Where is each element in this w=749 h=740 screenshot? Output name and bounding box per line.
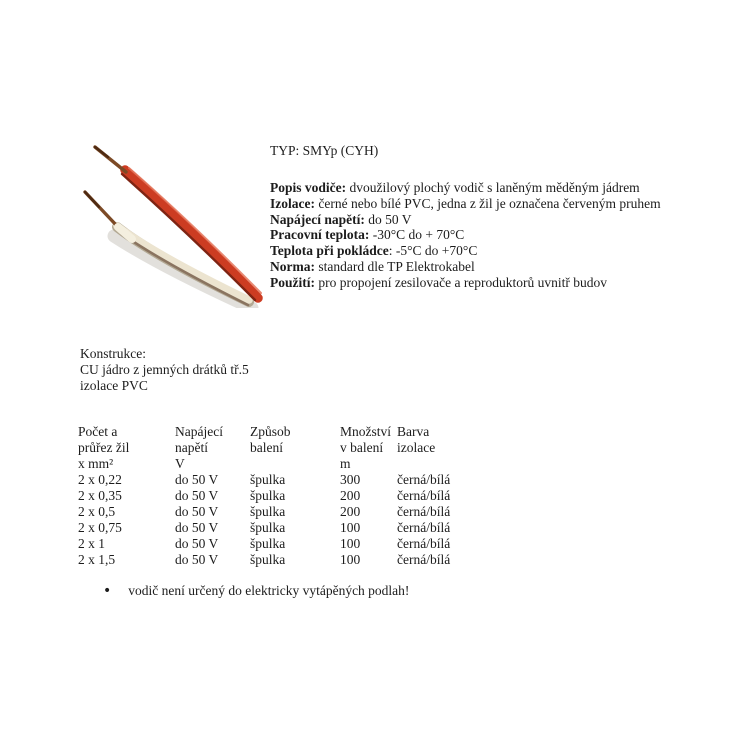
table-cell: černá/bílá bbox=[397, 488, 451, 503]
table-cell: černá/bílá bbox=[397, 536, 451, 551]
spec-line-napeti bbox=[270, 212, 661, 228]
table-cell: špulka bbox=[250, 488, 286, 503]
construction-block bbox=[80, 346, 249, 394]
table-cell: černá/bílá bbox=[397, 520, 451, 535]
table-cell: černá/bílá bbox=[397, 552, 451, 567]
table-cell: 100 bbox=[340, 520, 361, 535]
spec-label: Izolace: bbox=[270, 195, 315, 211]
spec-value: -30°C do + 70°C bbox=[369, 227, 465, 243]
parameters-table bbox=[78, 424, 477, 568]
spec-value: do 50 V bbox=[364, 211, 412, 227]
product-title: TYP: SMYp (CYH) bbox=[270, 143, 379, 158]
bullet-icon: • bbox=[103, 583, 112, 599]
table-cell: 2 x 1,5 bbox=[78, 552, 116, 567]
spec-value: černé nebo bílé PVC, jedna z žil je označena červeným pruhem bbox=[314, 195, 661, 211]
spec-value: standard dle TP Elektrokabel bbox=[314, 258, 475, 274]
spec-label: Norma: bbox=[270, 258, 315, 274]
construction-heading: Konstrukce: bbox=[80, 346, 146, 361]
table-cell: černá/bílá bbox=[397, 472, 451, 487]
spec-label: Teplota při pokládce bbox=[270, 243, 389, 259]
table-cell: 200 bbox=[340, 504, 361, 519]
table-cell: špulka bbox=[250, 472, 286, 487]
table-cell: černá/bílá bbox=[397, 504, 451, 519]
spec-value: pro propojení zesilovače a reproduktorů uvnitř budov bbox=[315, 274, 608, 290]
spec-label: Pracovní teplota: bbox=[270, 227, 370, 243]
table-cell: 100 bbox=[340, 552, 361, 567]
spec-line-teplota bbox=[270, 227, 661, 243]
spec-line-pouziti bbox=[270, 275, 661, 291]
table-cell: špulka bbox=[250, 504, 286, 519]
column-header: Množství v balení m bbox=[340, 424, 392, 471]
warning-note bbox=[103, 583, 409, 599]
table-cell: 2 x 1 bbox=[78, 536, 105, 551]
table-cell: do 50 V bbox=[175, 472, 219, 487]
table-cell: 2 x 0,22 bbox=[78, 472, 122, 487]
warning-text: vodič není určený do elektricky vytápěných podlah! bbox=[128, 583, 410, 598]
table-cell: 200 bbox=[340, 488, 361, 503]
construction-line: izolace PVC bbox=[80, 378, 148, 393]
table-cell: do 50 V bbox=[175, 520, 219, 535]
table-cell: 100 bbox=[340, 536, 361, 551]
cable-illustration bbox=[56, 130, 271, 308]
table-cell: 2 x 0,5 bbox=[78, 504, 116, 519]
spec-line-popis bbox=[270, 180, 661, 196]
spec-label: Použití: bbox=[270, 274, 315, 290]
table-cell: špulka bbox=[250, 520, 286, 535]
spec-line-pokladka bbox=[270, 243, 661, 259]
column-header: Počet a průřez žil x mm² bbox=[78, 424, 130, 471]
spec-value: : -5°C do +70°C bbox=[388, 243, 478, 259]
spec-label: Popis vodiče: bbox=[270, 180, 347, 195]
spec-value: dvoužilový plochý vodič s laněným měděným jádrem bbox=[346, 180, 640, 195]
table-cell: špulka bbox=[250, 536, 286, 551]
table-cell: 2 x 0,35 bbox=[78, 488, 122, 503]
table-cell: do 50 V bbox=[175, 504, 219, 519]
table-cell: do 50 V bbox=[175, 536, 219, 551]
table-cell: špulka bbox=[250, 552, 286, 567]
copper-tip-upper-dark bbox=[95, 147, 108, 157]
table-cell: 300 bbox=[340, 472, 361, 487]
copper-tip-lower-dark bbox=[85, 192, 99, 207]
table-cell: 2 x 0,75 bbox=[78, 520, 122, 535]
spec-line-izolace bbox=[270, 196, 661, 212]
column-header: Napájecí napětí V bbox=[175, 424, 223, 471]
spec-label: Napájecí napětí: bbox=[270, 211, 365, 227]
table-cell: do 50 V bbox=[175, 552, 219, 567]
spec-line-norma bbox=[270, 259, 661, 275]
table-cell: do 50 V bbox=[175, 488, 219, 503]
cable-photo bbox=[56, 130, 271, 308]
construction-line: CU jádro z jemných drátků tř.5 bbox=[80, 362, 249, 377]
column-header: Způsob balení bbox=[250, 424, 291, 455]
spec-list bbox=[270, 180, 661, 291]
column-header: Barva izolace bbox=[397, 424, 436, 455]
